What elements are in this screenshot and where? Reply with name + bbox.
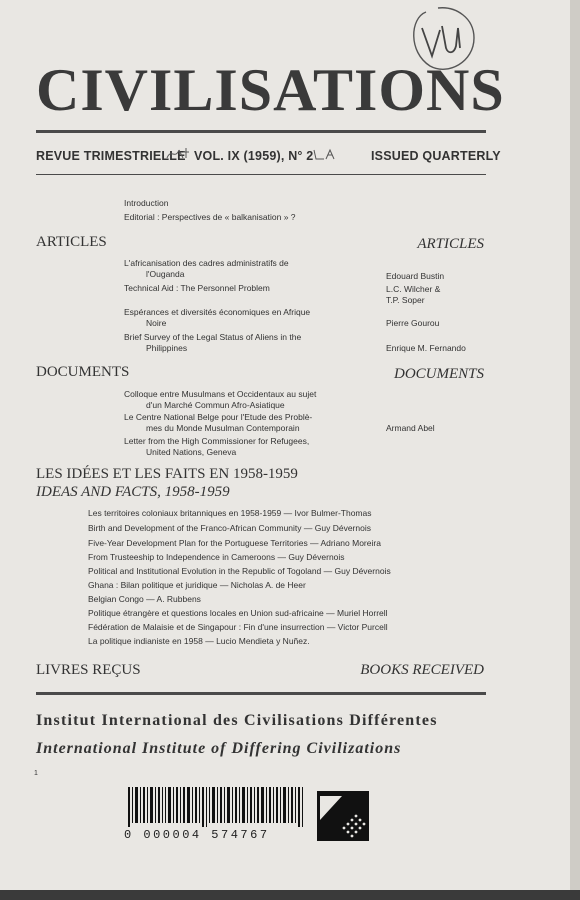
document-line: United Nations, Geneva [146, 447, 237, 457]
scan-bottom-border [0, 890, 580, 900]
journal-title: CIVILISATIONS [36, 57, 505, 123]
pencil-scribble-icon [165, 146, 191, 162]
document-line: Letter from the High Commissioner for Refugees, [124, 436, 310, 446]
pencil-scribble-icon [312, 146, 342, 162]
ideas-heading-en: IDEAS AND FACTS, 1958-1959 [36, 484, 230, 500]
article-1-title: L'africanisation des cadres administratifs de [124, 258, 289, 268]
institute-name-en: International Institute of Differing Civilizations [36, 740, 402, 757]
article-4-title-cont: Philippines [146, 343, 188, 353]
intro-introduction: Introduction [124, 198, 169, 208]
article-2-title: Technical Aid : The Personnel Problem [124, 283, 270, 293]
ideas-line: Ghana : Bilan politique et juridique — Nicholas A. de Heer [88, 580, 306, 590]
article-1-title-cont: l'Ouganda [146, 269, 185, 279]
institute-name-fr: Institut International des Civilisations Différentes [36, 712, 438, 729]
barcode-digits: 0 000004 574767 [124, 828, 270, 842]
documents-heading-en: DOCUMENTS [393, 366, 484, 382]
books-heading-fr: LIVRES REÇUS [36, 662, 141, 678]
article-4-title: Brief Survey of the Legal Status of Aliens in the [124, 332, 302, 342]
volume-label: VOL. IX (1959), N° 2 [194, 149, 314, 163]
ideas-line: Political and Institutional Evolution in the Republic of Togoland — Guy Dévernois [88, 566, 391, 576]
ideas-line: Fédération de Malaisie et de Singapour : Fin d'une insurrection — Victor Purcell [88, 622, 388, 632]
intro-editorial: Editorial : Perspectives de « balkanisation » ? [124, 212, 296, 222]
ideas-line: Five-Year Development Plan for the Portuguese Territories — Adriano Moreira [88, 538, 381, 548]
ideas-line: Les territoires coloniaux britanniques en 1958-1959 — Ivor Bulmer-Thomas [88, 508, 372, 518]
article-2-author-cont: T.P. Soper [386, 295, 425, 305]
article-4-author: Enrique M. Fernando [386, 343, 466, 353]
articles-heading-en: ARTICLES [417, 236, 484, 252]
document-author: Armand Abel [386, 423, 435, 433]
article-3-title-cont: Noire [146, 318, 167, 328]
article-2-author: L.C. Wilcher & [386, 284, 441, 294]
institute-rule [36, 692, 486, 695]
document-line: d'un Marché Commun Afro-Asiatique [146, 400, 285, 410]
page-mark: 1 [34, 770, 38, 777]
ideas-line: La politique indianiste en 1958 — Lucio Mendieta y Nuñez. [88, 636, 310, 646]
document-line: mes du Monde Musulman Contemporain [146, 423, 300, 433]
ideas-line: From Trusteeship to Independence in Cameroons — Guy Dévernois [88, 552, 345, 562]
documents-heading-fr: DOCUMENTS [36, 364, 130, 380]
document-line: Le Centre National Belge pour l'Etude des Problè- [124, 412, 313, 422]
title-rule [36, 130, 486, 133]
articles-heading-fr: ARTICLES [36, 234, 107, 250]
article-3-author: Pierre Gourou [386, 318, 440, 328]
ideas-line: Politique étrangère et questions locales en Union sud-africaine — Muriel Horrell [88, 608, 388, 618]
document-line: Colloque entre Musulmans et Occidentaux au sujet [124, 389, 317, 399]
publisher-logo-icon [316, 790, 370, 842]
page-edge-shadow [570, 0, 580, 900]
ideas-line: Birth and Development of the Franco-African Community — Guy Dévernois [88, 523, 371, 533]
ideas-heading-fr: LES IDÉES ET LES FAITS EN 1958-1959 [36, 466, 298, 482]
barcode-icon [128, 787, 308, 827]
issued-label: ISSUED QUARTERLY [371, 149, 501, 163]
subtitle-rule [36, 174, 486, 175]
revue-label: REVUE TRIMESTRIELLE [36, 149, 186, 163]
books-heading-en: BOOKS RECEIVED [360, 662, 484, 678]
article-1-author: Edouard Bustin [386, 271, 445, 281]
article-3-title: Espérances et diversités économiques en Afrique [124, 307, 311, 317]
ideas-line: Belgian Congo — A. Rubbens [88, 594, 201, 604]
